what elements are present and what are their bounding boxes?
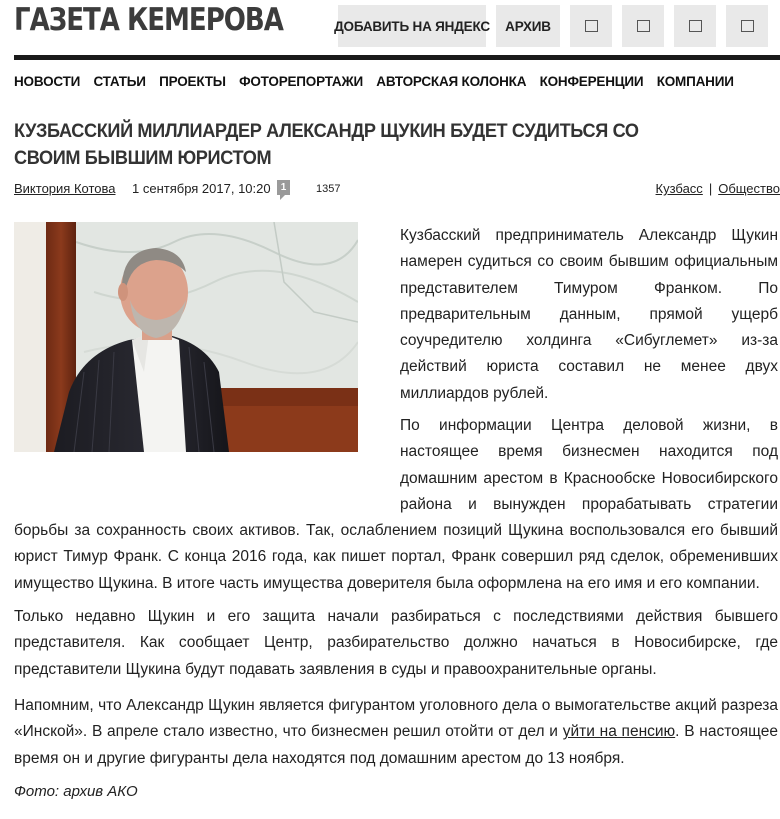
article-paragraph-1: Кузбасский предприниматель Александр Щукин намерен судиться со своим бывшим официальным представителем Тимуром Франком. По предварительным данным, прямой ущерб соучредителю холдинга «Сибуглемет» из-за действий юриста составил не менее двух миллиардов рублей. [400, 227, 778, 402]
header-icon-button-2[interactable] [622, 5, 664, 47]
tag-society[interactable]: Общество [718, 181, 780, 196]
archive-button[interactable]: АРХИВ [496, 5, 560, 47]
site-logo[interactable]: ГАЗЕТА КЕМЕРОВА [14, 2, 283, 38]
comment-count-icon[interactable] [277, 180, 290, 195]
article-title: КУЗБАССКИЙ МИЛЛИАРДЕР АЛЕКСАНДР ЩУКИН БУДЕТ СУДИТЬСЯ СО СВОИМ БЫВШИМ ЮРИСТОМ [14, 120, 639, 169]
square-icon [585, 20, 598, 32]
comment-count: 1 [280, 182, 287, 193]
article-tags [656, 181, 780, 196]
main-nav [14, 74, 747, 89]
photo-caption: Фото: архив АКО [14, 783, 138, 800]
square-icon [689, 20, 702, 32]
retirement-link[interactable]: уйти на пенсию [562, 723, 676, 741]
header-icon-button-1[interactable] [570, 5, 612, 47]
article-paragraph-3: Только недавно Щукин и его защита начали разбираться с последствиями действия бывшего представителя. Как сообщает Центр, разбирательство должно начаться в Новосибирске, где представители Щукина будут подавать заявления в суды и правоохранительные органы. [14, 608, 778, 678]
nav-item-conferences[interactable]: КОНФЕРЕНЦИИ [539, 74, 644, 89]
tag-kuzbass[interactable]: Кузбасс [655, 181, 703, 196]
header-icon-button-4[interactable] [726, 5, 768, 47]
header-icon-button-3[interactable] [674, 5, 716, 47]
publish-date: 1 сентября 2017, 10:20 [132, 181, 271, 196]
nav-item-projects[interactable]: ПРОЕКТЫ [159, 74, 226, 89]
article-paragraph-4 [14, 693, 778, 772]
nav-item-companies[interactable]: КОМПАНИИ [656, 74, 734, 89]
tag-separator: | [708, 181, 713, 196]
nav-item-articles[interactable]: СТАТЬИ [93, 74, 146, 89]
add-to-yandex-button[interactable]: ДОБАВИТЬ НА ЯНДЕКС [338, 5, 486, 47]
paragraph-4-text-start: Напомним, что Александр Щукин является фигурантом уголовного дела о вымогательстве акций разреза «Инской». В апреле стало известно, что бизнесмен решил отойти от дел и [14, 697, 778, 741]
paragraph-4-text-end: . В настоящее время он и другие фигуранты дела находятся под домашним арестом до 13 ноября. [14, 723, 778, 767]
header-divider [14, 55, 780, 60]
author-link[interactable]: Виктория Котова [14, 181, 116, 196]
article-paragraph-2: По информации Центра деловой жизни, в настоящее время бизнесмен находится под домашним арестом в Краснообске Новосибирского района и вынужден прорабатывать стратегии борьбы за сохранность своих активов. Так, ослаблением позиций Щукина воспользовался его бывший юрист Тимур Франк. С конца 2016 года, как пишет портал, Франк совершил ряд сделок, обременивших имущество Щукина. В итоге часть имущества доверителя была оформлена на его имя и его компании. [14, 417, 778, 592]
article-paragraph-2-wrapper [14, 413, 778, 597]
site-header [0, 0, 780, 56]
nav-item-author-column[interactable]: АВТОРСКАЯ КОЛОНКА [376, 74, 527, 89]
square-icon [637, 20, 650, 32]
nav-item-photo-reports[interactable]: ФОТОРЕПОРТАЖИ [239, 74, 363, 89]
square-icon [741, 20, 754, 32]
photo-spacer [14, 413, 400, 500]
article-meta [14, 181, 780, 201]
nav-item-news[interactable]: НОВОСТИ [14, 74, 81, 89]
view-count: 1357 [316, 183, 341, 195]
